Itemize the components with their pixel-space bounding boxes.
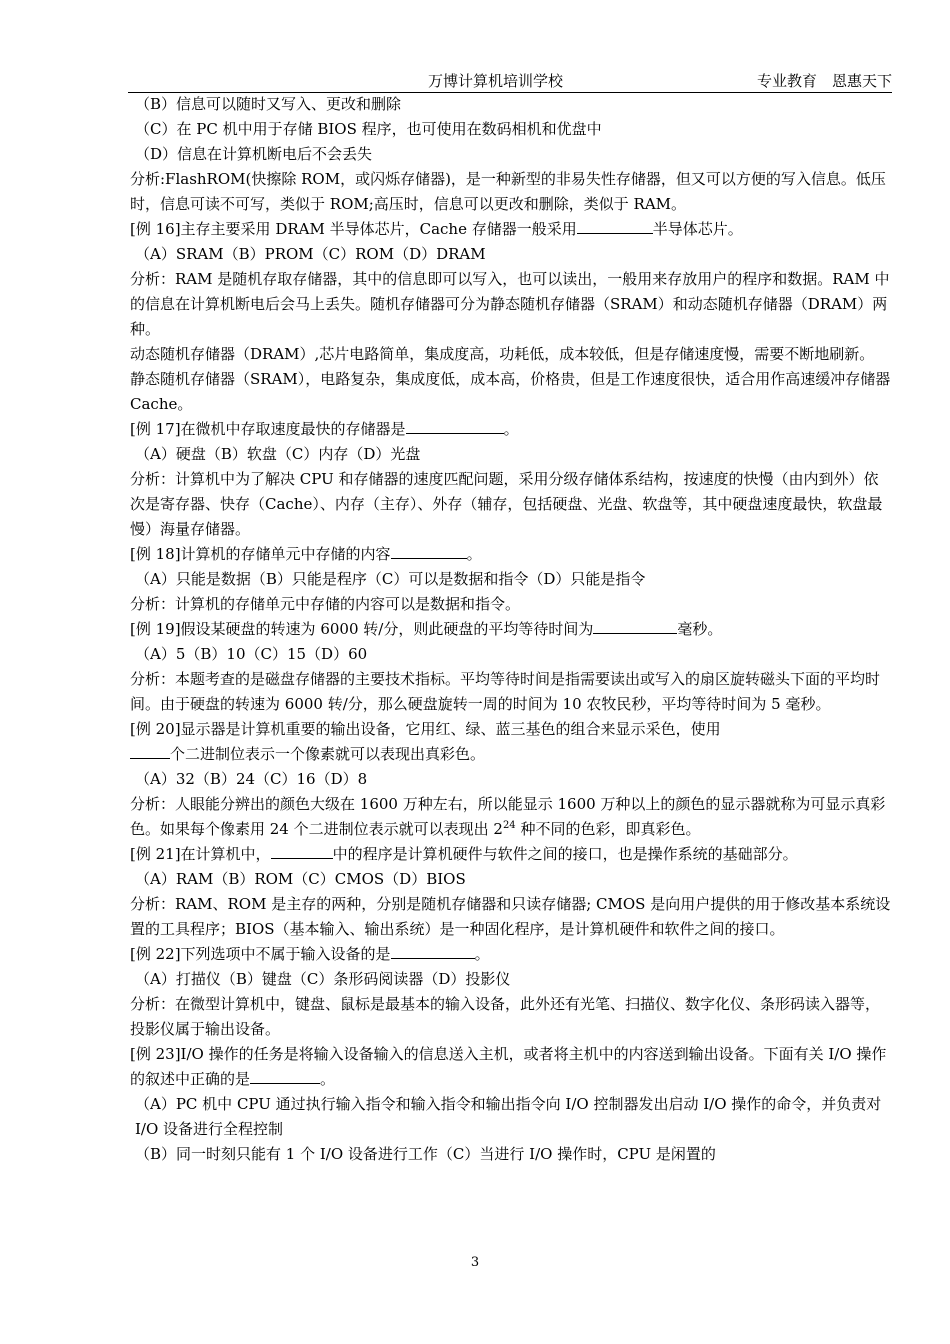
answer-blank (577, 217, 653, 234)
header-school: 万博计算机培训学校 (428, 72, 564, 90)
option-line: （A）5（B）10（C）15（D）60 (135, 645, 368, 663)
option-line: （A）SRAM（B）PROM（C）ROM（D）DRAM (135, 245, 486, 263)
answer-blank (391, 942, 475, 959)
answer-blank (406, 417, 504, 434)
analysis-paragraph: 分析：RAM、ROM 是主存的两种，分别是随机存储器和只读存储器; CMOS 是向用户提供的用于修改基本系统设置的工具程序；BIOS（基本输入、输出系统）是一种固化程序，是计算机硬件和软件之间的接口。 (130, 895, 891, 938)
answer-blank (593, 617, 677, 634)
document-body (130, 92, 892, 1167)
analysis-paragraph: 分析：本题考查的是磁盘存储器的主要技术指标。平均等待时间是指需要读出或写入的扇区旋转磁头下面的平均时间。由于硬盘的转速为 6000 转/分，那么硬盘旋转一周的时间为 10 农牧民秒，平均等待时间为 5 毫秒。 (130, 670, 881, 713)
analysis-paragraph: 分析：在微型计算机中，键盘、鼠标是最基本的输入设备，此外还有光笔、扫描仪、数字化仪、条形码读入器等，投影仪属于输出设备。 (130, 995, 881, 1038)
analysis-paragraph: 分析：RAM 是随机存取存储器，其中的信息即可以写入，也可以读出，一般用来存放用户的程序和数据。RAM 中的信息在计算机断电后会马上丢失。随机存储器可分为静态随机存储器（SRAM）和动态随机存储器（DRAM）两种。 (130, 270, 890, 338)
option-line: （D）信息在计算机断电后不会丢失 (135, 145, 373, 163)
analysis-paragraph: 分析：计算机中为了解决 CPU 和存储器的速度匹配问题，采用分级存储体系结构，按速度的快慢（由内到外）依次是寄存器、快存（Cache）、内存（主存）、外存（辅存，包括硬盘、光盘、软盘等，其中硬盘速度最快，软盘最慢）海量存储器。 (130, 470, 883, 538)
answer-blank (250, 1067, 320, 1084)
answer-blank (271, 842, 333, 859)
option-line: （A）硬盘（B）软盘（C）内存（D）光盘 (135, 445, 421, 463)
answer-blank (130, 742, 170, 759)
option-line: （A）打描仪（B）键盘（C）条形码阅读器（D）投影仪 (135, 970, 511, 988)
example-20: [例 20]显示器是计算机重要的输出设备，它用红、绿、蓝三基色的组合来显示采色，使用 个二进制位表示一个像素就可以表现出真彩色。 (130, 720, 721, 763)
example-17: [例 17]在微机中存取速度最快的存储器是 。 (130, 417, 892, 442)
example-23: [例 23]I/O 操作的任务是将输入设备输入的信息送入主机，或者将主机中的内容送到输出设备。下面有关 I/O 操作的叙述中正确的是 。 (130, 1045, 887, 1088)
example-19: [例 19]假设某硬盘的转速为 6000 转/分，则此硬盘的平均等待时间为 毫秒。 (130, 617, 892, 642)
analysis-paragraph: 静态随机存储器（SRAM），电路复杂，集成度低，成本高，价格贵，但是工作速度很快，适合用作高速缓冲存储器 Cache。 (130, 370, 891, 413)
analysis-paragraph: 分析:FlashROM(快擦除 ROM，或闪烁存储器)，是一种新型的非易失性存储器，但又可以方便的写入信息。低压时，信息可读不可写，类似于 ROM;高压时，信息可以更改和删除，类似于 RAM。 (130, 170, 886, 213)
page-number: 3 (470, 1255, 480, 1270)
option-line: （B）信息可以随时又写入、更改和删除 (135, 95, 402, 113)
option-line: （A）PC 机中 CPU 通过执行输入指令和输入指令和输出指令向 I/O 控制器发出启动 I/O 操作的命令，并负责对 I/O 设备进行全程控制 (135, 1095, 882, 1138)
example-21: [例 21]在计算机中， 中的程序是计算机硬件与软件之间的接口，也是操作系统的基础部分。 (130, 842, 892, 867)
option-line: （A）RAM（B）ROM（C）CMOS（D）BIOS (135, 870, 466, 888)
example-22: [例 22]下列选项中不属于输入设备的是 。 (130, 942, 892, 967)
analysis-paragraph: 动态随机存储器（DRAM）,芯片电路简单，集成度高，功耗低，成本较低，但是存储速度慢，需要不断地刷新。 (130, 345, 875, 363)
answer-blank (391, 542, 467, 559)
example-18: [例 18]计算机的存储单元中存储的内容 。 (130, 542, 892, 567)
option-line: （A）只能是数据（B）只能是程序（C）可以是数据和指令（D）只能是指令 (135, 570, 646, 588)
option-line: （B）同一时刻只能有 1 个 I/O 设备进行工作（C）当进行 I/O 操作时，CPU 是闲置的 (135, 1145, 716, 1163)
header-motto: 专业教育 恩惠天下 (756, 72, 892, 90)
option-line: （C）在 PC 机中用于存储 BIOS 程序，也可使用在数码相机和优盘中 (135, 120, 602, 138)
analysis-paragraph: 分析：计算机的存储单元中存储的内容可以是数据和指令。 (130, 595, 521, 613)
example-16: [例 16]主存主要采用 DRAM 半导体芯片，Cache 存储器一般采用 半导体芯片。 (130, 217, 892, 242)
analysis-paragraph: 分析：人眼能分辨出的颜色大级在 1600 万种左右，所以能显示 1600 万种以上的颜色的显示器就称为可显示真彩色。如果每个像素用 24 个二进制位表示就可以表现出 $2^{24}$ 种不同的色彩，即真彩色。 (130, 795, 886, 838)
page-header (128, 70, 892, 93)
option-line: （A）32（B）24（C）16（D）8 (135, 770, 368, 788)
